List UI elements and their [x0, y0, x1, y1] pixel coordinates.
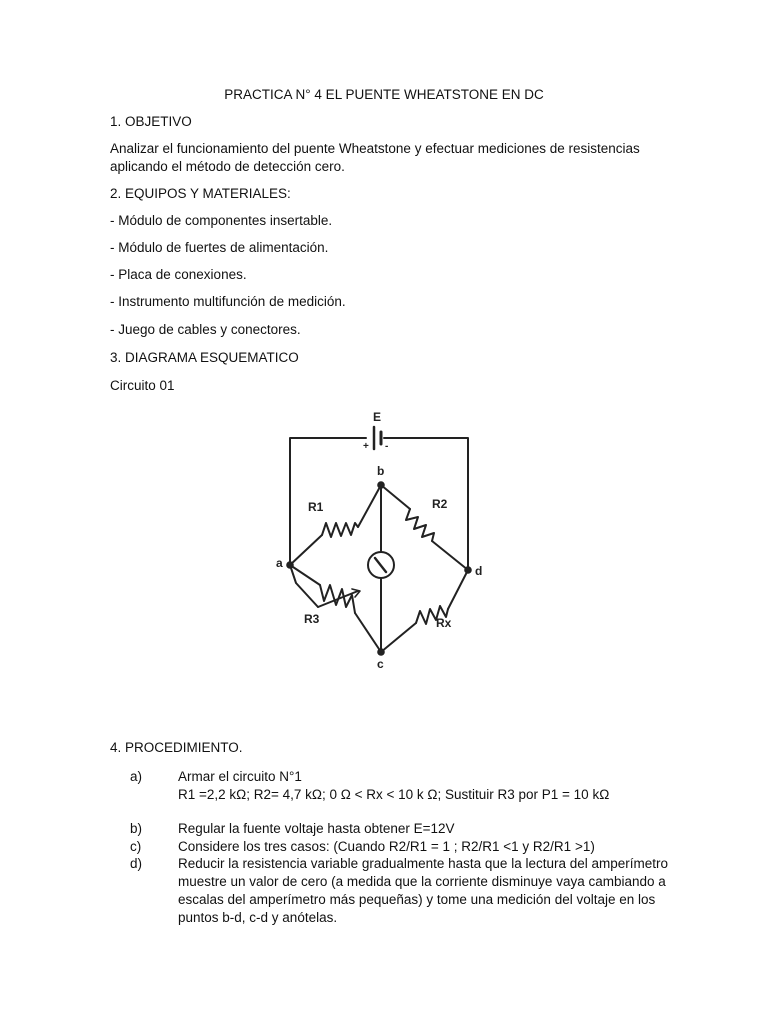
procedure-text: R1 =2,2 kΩ; R2= 4,7 kΩ; 0 Ω < Rx < 10 k Ω; Sustituir R3 por P1 = 10 kΩ: [178, 787, 610, 802]
r3-label: R3: [304, 612, 320, 626]
node-a-label: a: [276, 556, 283, 570]
resistor-r1: [322, 523, 358, 537]
procedure-text: Reducir la resistencia variable gradualmente hasta que la lectura del amperímetro muestre un valor de cero (a medida que la corriente disminuye vaya cambiando a escalas del amperímetro más pequeñas) y tome una medición del voltaje en los puntos b-d, c-d y anótelas.: [178, 856, 669, 925]
wheatstone-bridge-diagram: [260, 405, 500, 675]
source-label: E: [373, 410, 382, 424]
r2-label: R2: [432, 497, 448, 511]
diagram-heading: 3. DIAGRAMA ESQUEMATICO: [110, 350, 299, 365]
equipment-item: - Módulo de fuertes de alimentación.: [110, 240, 329, 255]
bridge-wire-b-d: [381, 485, 410, 509]
equipment-item: - Juego de cables y conectores.: [110, 322, 301, 337]
procedure-letter: d): [130, 856, 143, 871]
resistor-r2: [406, 509, 434, 541]
equipment-heading: 2. EQUIPOS Y MATERIALES:: [110, 186, 291, 201]
r1-label: R1: [308, 500, 324, 514]
page-title: PRACTICA N° 4 EL PUENTE WHEATSTONE EN DC: [224, 87, 544, 102]
plus-sign: +: [363, 441, 369, 452]
node-d-dot: [464, 566, 472, 574]
procedure-text: Regular la fuente voltaje hasta obtener E=12V: [178, 821, 455, 836]
supply-wire-right: [384, 438, 468, 570]
bridge-wire-a-c: [290, 565, 320, 585]
tap-wire: [290, 565, 318, 607]
node-b-dot: [377, 481, 385, 489]
bridge-wire-c-d: [381, 623, 416, 652]
procedure-letter: c): [130, 839, 142, 854]
procedure-letter: a): [130, 769, 143, 784]
procedure-heading: 4. PROCEDIMIENTO.: [110, 740, 243, 755]
equipment-item: - Placa de conexiones.: [110, 267, 247, 282]
node-d-label: d: [475, 564, 483, 578]
node-a-dot: [286, 561, 294, 569]
node-b-label: b: [377, 464, 385, 478]
supply-wire-left: [290, 438, 366, 565]
circuit-label: Circuito 01: [110, 378, 175, 393]
equipment-item: - Instrumento multifunción de medición.: [110, 294, 346, 309]
procedure-letter: b): [130, 821, 143, 836]
bridge-wire-a-b: [290, 535, 322, 565]
objective-text: Analizar el funcionamiento del puente Wheatstone y efectuar mediciones de resistencias aplicando el método de detección cero.: [110, 141, 640, 174]
equipment-item: - Módulo de componentes insertable.: [110, 213, 333, 228]
minus-sign: -: [385, 441, 389, 452]
procedure-text: Armar el circuito N°1: [178, 769, 302, 784]
node-c-label: c: [377, 657, 384, 671]
objective-heading: 1. OBJETIVO: [110, 114, 192, 129]
rx-label: Rx: [436, 616, 452, 630]
node-c-dot: [377, 648, 385, 656]
procedure-text: Considere los tres casos: (Cuando R2/R1 = 1 ; R2/R1 <1 y R2/R1 >1): [178, 839, 595, 854]
